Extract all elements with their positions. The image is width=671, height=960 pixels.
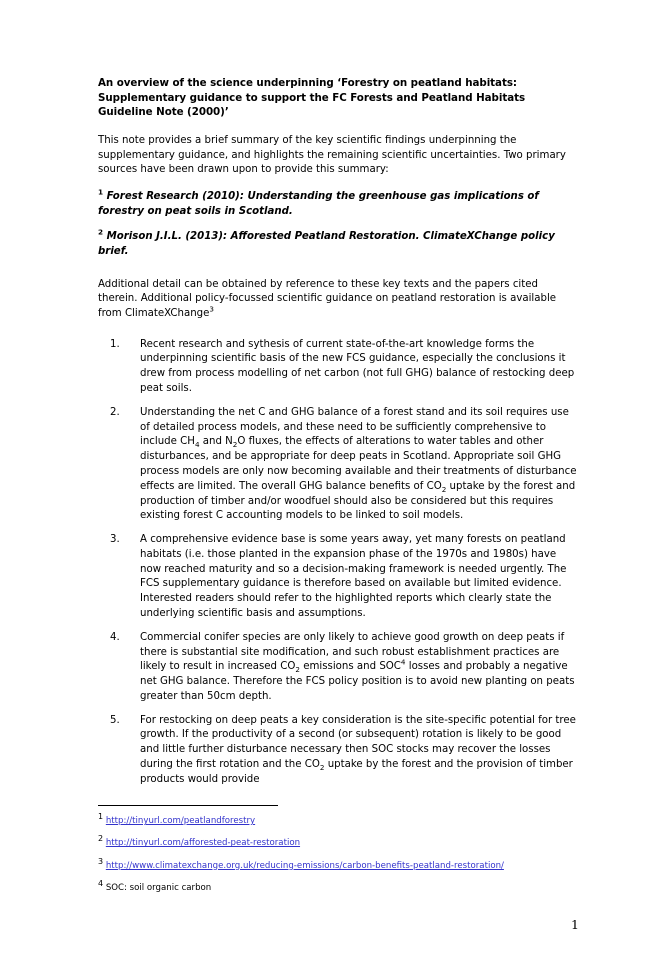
footnote-marker-inline: 4 <box>400 657 406 667</box>
footnote-text-4: SOC: soil organic carbon <box>105 882 212 893</box>
subscript: 2 <box>319 763 325 773</box>
footnote-link-2[interactable]: http://tinyurl.com/afforested-peat-restoration <box>105 838 301 849</box>
page-number: 1 <box>571 917 579 932</box>
source-text-1: Forest Research (2010): Understanding the greenhouse gas implications of forestry on peat soils in Scotland. <box>98 190 539 217</box>
numbered-points-list <box>98 338 579 788</box>
list-item: For restocking on deep peats a key consideration is the site-specific potential for tree growth. If the productivity of a second (or subsequent) rotation is likely to be good and little further disturbance necessary then SOC stocks may recover the losses during the first rotation and the $CO_2$ uptake by the forest and the provision of timber products would provide <box>140 714 576 785</box>
footnote-marker-1: 1 <box>98 812 104 822</box>
source-marker-2: 2 <box>98 227 104 237</box>
subscript: 2 <box>232 440 238 450</box>
source-citation-2 <box>98 227 579 259</box>
list-item: Commercial conifer species are only likely to achieve good growth on deep peats if there is substantial site modification, and such robust establishment practices are likely to result in increased $CO_2$ emissions and SOC$^4$ losses and probably a negative net GHG balance. Therefore the FCS policy position is to avoid new planting on peats greater than 50cm depth. <box>140 631 575 702</box>
source-marker-1: 1 <box>98 187 104 197</box>
footnote-separator <box>98 805 278 806</box>
footnote-1 <box>98 812 579 827</box>
list-item: Recent research and sythesis of current state-of-the-art knowledge forms the underpinning scientific basis of the new FCS guidance, especially the conclusions it drew from process modelling of net carbon (not full GHG) balance of restocking deep peat soils. <box>140 338 575 395</box>
footnote-4 <box>98 878 579 894</box>
footnote-marker-3: 3 <box>98 856 104 866</box>
additional-detail-text: Additional detail can be obtained by reference to these key texts and the papers cited therein. Additional policy-focussed scientific guidance on peatland restoration is available from ClimateXChange <box>98 278 557 320</box>
footnote-link-3[interactable]: http://www.climatexchange.org.uk/reducing-emissions/carbon-benefits-peatland-restoration/ <box>105 860 504 871</box>
list-item: Understanding the net C and GHG balance of a forest stand and its soil requires use of detailed process models, and these need to be sufficiently comprehensive to include $CH_4$ and $N_2O$ fluxes, the effects of alterations to water tables and other disturbances, and be appropriate for deep peats in Scotland. Appropriate soil GHG process models are only now becoming available and their treatments of disturbance effects are limited. The overall GHG balance benefits of $CO_2$ uptake by the forest and production of timber and/or woodfuel should also be considered but this requires existing forest C accounting models to be linked to soil models. <box>140 406 577 522</box>
source-text-2: Morison J.I.L. (2013): Afforested Peatland Restoration. ClimateXChange policy brief. <box>98 231 555 257</box>
footnote-3 <box>98 856 579 872</box>
subscript: 2 <box>295 665 300 675</box>
footnotes-section <box>98 805 579 894</box>
source-citation-1 <box>98 187 579 219</box>
footnote-marker-2: 2 <box>98 834 104 844</box>
footnote-marker-4: 4 <box>98 878 104 888</box>
footnote-link-1[interactable]: http://tinyurl.com/peatlandforestry <box>105 816 256 827</box>
additional-detail-footnote-marker: 3 <box>209 304 214 314</box>
list-item: A comprehensive evidence base is some years away, yet many forests on peatland habitats (i.e. those planted in the expansion phase of the 1970s and 1980s) have now reached maturity and so a decision-making framework is needed urgently. The FCS supplementary guidance is therefore based on available but limited evidence. Interested readers should refer to the highlighted reports which clearly state the underlying scientific basis and assumptions. <box>140 534 567 619</box>
additional-detail-paragraph <box>98 278 579 322</box>
intro-paragraph: This note provides a brief summary of the key scientific findings underpinning the supplementary guidance, and highlights the remaining scientific uncertainties. Two primary sources have been drawn upon to provide this summary: <box>98 134 566 176</box>
subscript: 2 <box>441 484 447 494</box>
footnote-2 <box>98 834 579 849</box>
page-title: An overview of the science underpinning ‘Forestry on peatland habitats: Supplementary guidance to support the FC Forests and Peatland Habitats Guideline Note (2000)’ <box>98 77 526 119</box>
subscript: 4 <box>194 440 200 450</box>
